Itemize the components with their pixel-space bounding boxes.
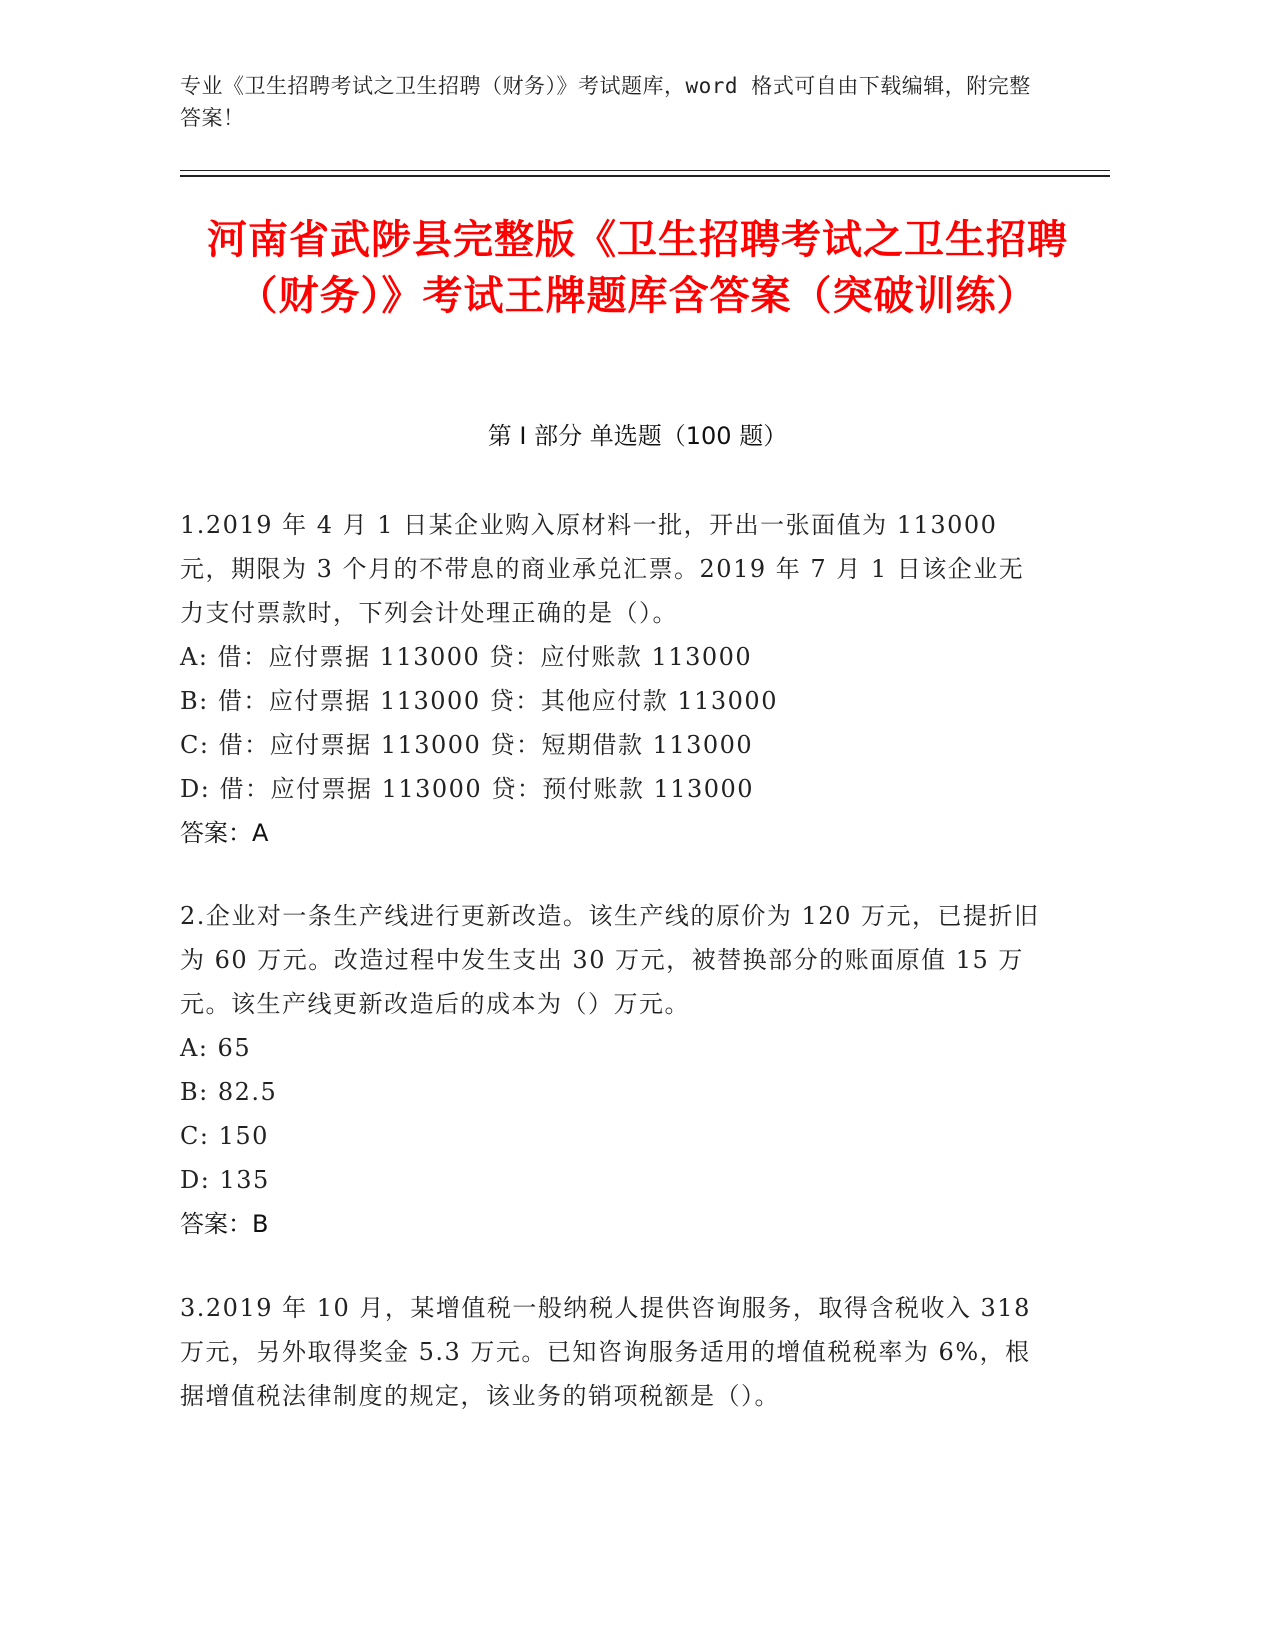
question-stem: 1.2019 年 4 月 1 日某企业购入原材料一批，开出一张面值为 113000 元，期限为 3 个月的不带息的商业承兑汇票。2019 年 7 月 1 日该企业无力支付票款时，下列会计处理正确的是（）。 bbox=[180, 511, 1025, 627]
header-note: 专业《卫生招聘考试之卫生招聘（财务）》考试题库，word 格式可自由下载编辑，附完整答案！ bbox=[180, 74, 1031, 130]
document-title: 河南省武陟县完整版《卫生招聘考试之卫生招聘（财务）》考试王牌题库含答案（突破训练） bbox=[207, 217, 1068, 319]
option-c: C: 借：应付票据 113000 贷：短期借款 113000 bbox=[180, 731, 754, 759]
question-1 bbox=[180, 503, 1040, 855]
question-stem: 2.企业对一条生产线进行更新改造。该生产线的原价为 120 万元，已提折旧为 60 万元。改造过程中发生支出 30 万元，被替换部分的账面原值 15 万元。该生产线更新改造后的成本为（）万元。 bbox=[180, 902, 1040, 1018]
question-stem: 3.2019 年 10 月，某增值税一般纳税人提供咨询服务，取得含税收入 318 万元，另外取得奖金 5.3 万元。已知咨询服务适用的增值税税率为 6%，根据增值税法律制度的规定，该业务的销项税额是（）。 bbox=[180, 1294, 1031, 1410]
header-divider-thin bbox=[180, 170, 1110, 171]
option-d: D: 135 bbox=[180, 1166, 270, 1194]
question-2 bbox=[180, 894, 1040, 1246]
option-d: D: 借：应付票据 113000 贷：预付账款 113000 bbox=[180, 775, 755, 803]
option-a: A: 借：应付票据 113000 贷：应付账款 113000 bbox=[180, 643, 753, 671]
option-c: C: 150 bbox=[180, 1122, 269, 1150]
section-heading: 第 I 部分 单选题（100 题） bbox=[487, 422, 788, 450]
answer-label: 答案：A bbox=[180, 819, 269, 847]
option-b: B: 82.5 bbox=[180, 1078, 278, 1106]
option-b: B: 借：应付票据 113000 贷：其他应付款 113000 bbox=[180, 687, 778, 715]
header-divider-thick bbox=[180, 175, 1110, 177]
answer-label: 答案：B bbox=[180, 1210, 269, 1238]
option-a: A: 65 bbox=[180, 1034, 252, 1062]
question-3 bbox=[180, 1286, 1040, 1418]
